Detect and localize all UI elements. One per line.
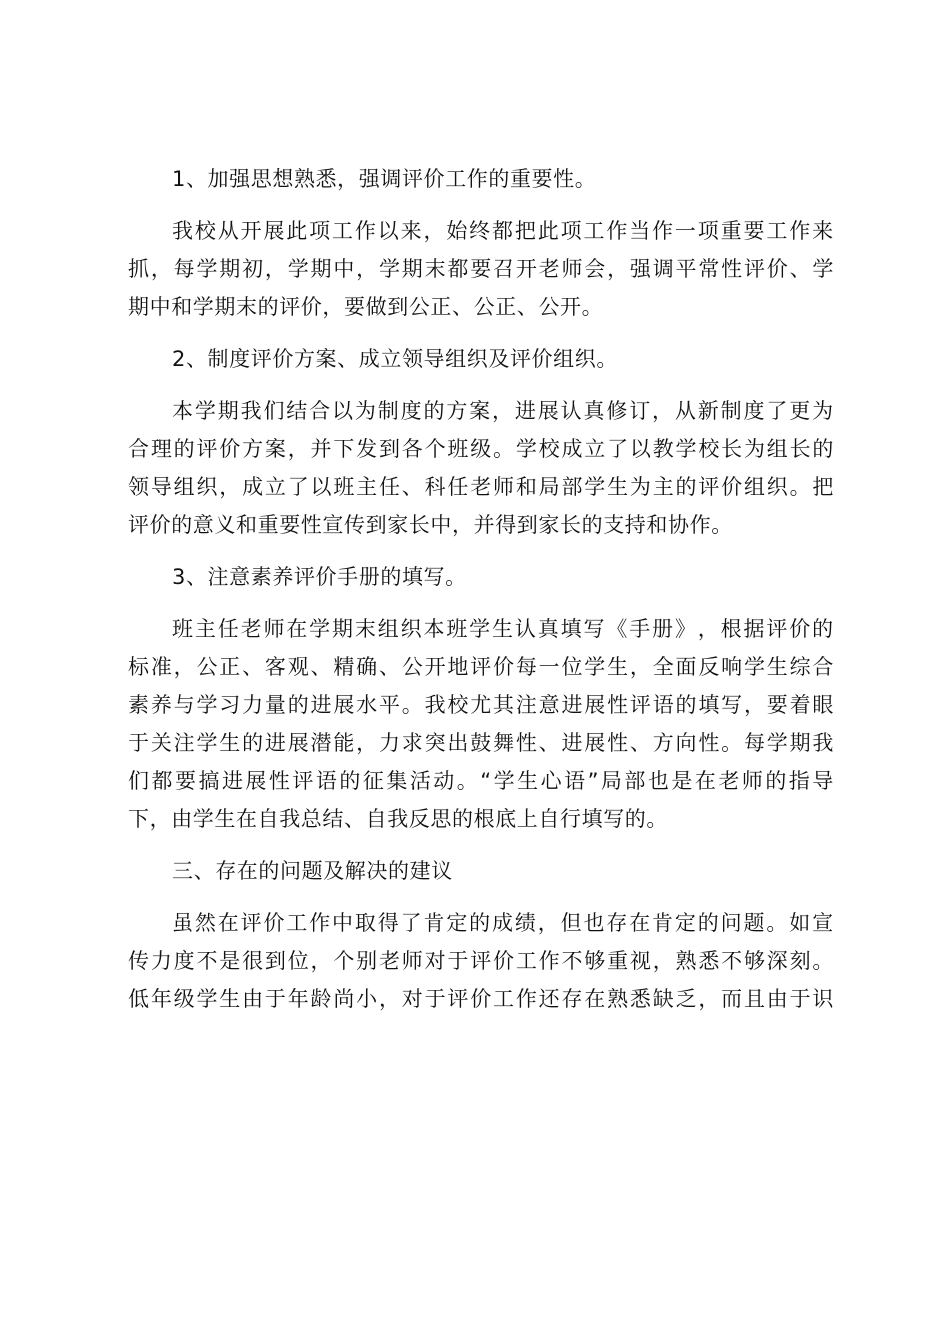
section-heading-2	[128, 340, 834, 378]
paragraph-line: 于 关 注 学 生 的 进 展 潜 能 ， 力 求 突 出 鼓 舞 性 、 进 展 性 、 方 向 性 。 每 学 期 我	[128, 731, 834, 755]
heading-line: 3、注意素养评价手册的填写。	[172, 565, 467, 589]
heading-line: 三、存在的问题及解决的建议	[172, 859, 453, 883]
paragraph-2	[128, 392, 834, 544]
paragraph-line: 领 导 组 织 ， 成 立 了 以 班 主 任 、 科 任 老 师 和 局 部 学 生 为 主 的 评 价 组 织 。 把	[128, 475, 834, 499]
paragraph-line: 本 学 期 我 们 结 合 以 为 制 度 的 方 案 ， 进 展 认 真 修 订 ， 从 新 制 度 了 更 为	[172, 399, 834, 423]
paragraph-4	[128, 904, 834, 1018]
paragraph-line: 期中和学期末的评价，要做到公正、公正、公开。	[128, 295, 604, 319]
section-heading-1	[128, 160, 834, 198]
paragraph-line: 我 校 从 开 展 此 项 工 作 以 来 ， 始 终 都 把 此 项 工 作 当 作 一 项 重 要 工 作 来	[172, 219, 834, 243]
paragraph-3	[128, 610, 834, 838]
document-body	[128, 160, 834, 1032]
paragraph-line: 虽 然 在 评 价 工 作 中 取 得 了 肯 定 的 成 绩 ， 但 也 存 在 肯 定 的 问 题 。 如 宣	[172, 911, 834, 935]
paragraph-line: 低 年 级 学 生 由 于 年 龄 尚 小 ， 对 于 评 价 工 作 还 存 在 熟 悉 缺 乏 ， 而 且 由 于 识	[128, 987, 834, 1011]
section-heading-4	[128, 852, 834, 890]
paragraph-line: 班 主 任 老 师 在 学 期 末 组 织 本 班 学 生 认 真 填 写 《 手 册 》 ， 根 据 评 价 的	[172, 617, 834, 641]
heading-line: 1、加强思想熟悉，强调评价工作的重要性。	[172, 167, 597, 191]
heading-line: 2、制度评价方案、成立领导组织及评价组织。	[172, 347, 618, 371]
paragraph-line: 下，由学生在自我总结、自我反思的根底上自行填写的。	[128, 807, 668, 831]
paragraph-line: 们 都 要 搞 进 展 性 评 语 的 征 集 活 动 。 “ 学 生 心 语 ” 局 部 也 是 在 老 师 的 指 导	[128, 769, 834, 793]
paragraph-line: 标 准 ， 公 正 、 客 观 、 精 确 、 公 开 地 评 价 每 一 位 学 生 ， 全 面 反 响 学 生 综 合	[128, 655, 834, 679]
paragraph-line: 传 力 度 不 是 很 到 位 ， 个 别 老 师 对 于 评 价 工 作 不 够 重 视 ， 熟 悉 不 够 深 刻 。	[128, 949, 834, 973]
paragraph-line: 素 养 与 学 习 力 量 的 进 展 水 平 。 我 校 尤 其 注 意 进 展 性 评 语 的 填 写 ， 要 着 眼	[128, 693, 834, 717]
paragraph-1	[128, 212, 834, 326]
paragraph-line: 评价的意义和重要性宣传到家长中，并得到家长的支持和协作。	[128, 513, 733, 537]
paragraph-line: 合 理 的 评 价 方 案 ， 并 下 发 到 各 个 班 级 。 学 校 成 立 了 以 教 学 校 长 为 组 长 的	[128, 437, 834, 461]
paragraph-line: 抓 ， 每 学 期 初 ， 学 期 中 ， 学 期 末 都 要 召 开 老 师 会 ， 强 调 平 常 性 评 价 、 学	[128, 257, 834, 281]
section-heading-3	[128, 558, 834, 596]
